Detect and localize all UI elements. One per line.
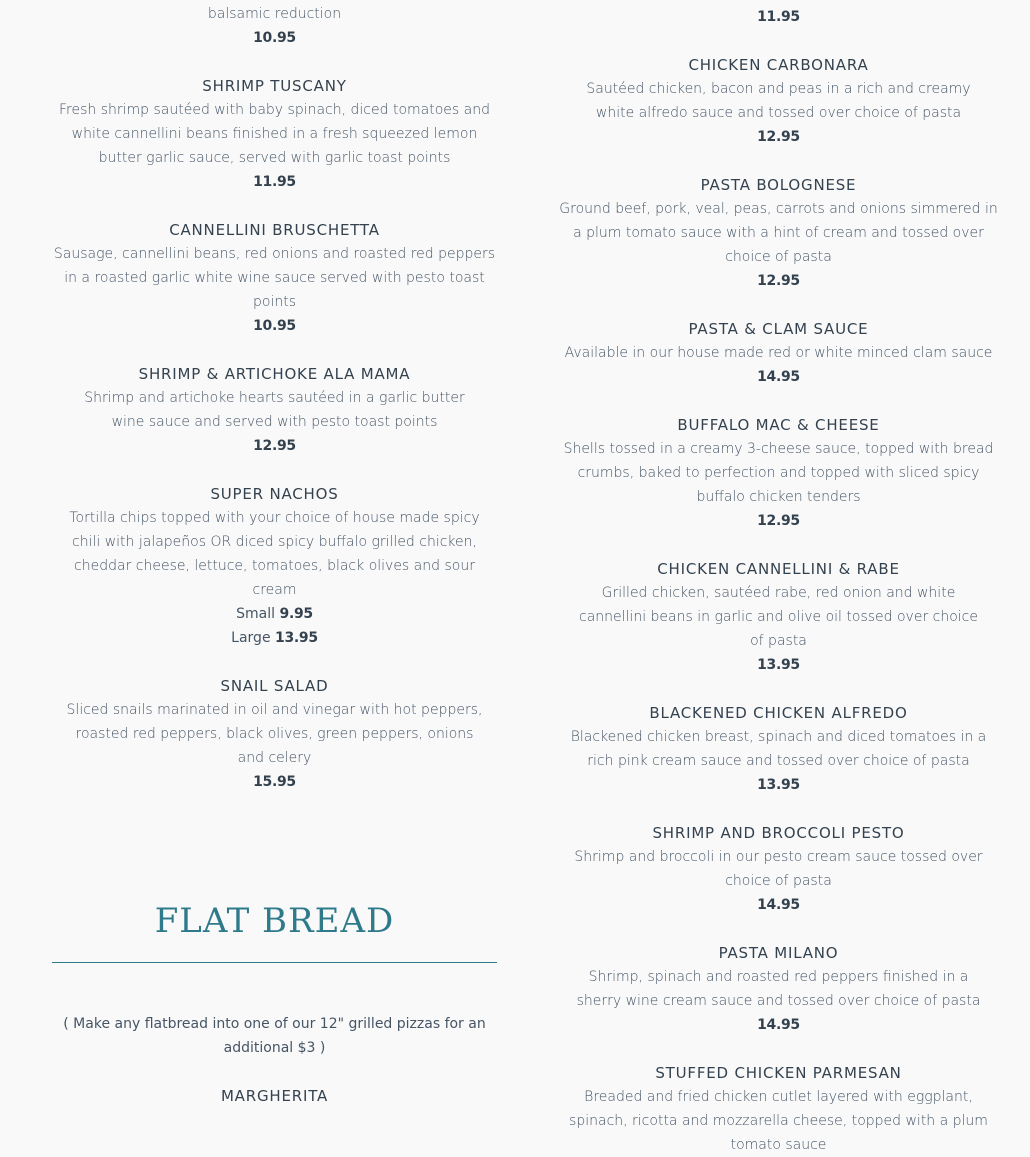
item-name: CHICKEN CANNELLINI & RABE <box>657 560 900 578</box>
size-label: Large <box>231 630 271 646</box>
item-price: 13.95 <box>757 657 800 673</box>
menu-item-cannellini-bruschetta <box>52 218 497 338</box>
price-large <box>52 626 497 650</box>
item-description: Tortilla chips topped with your choice of house made spicy chili with jalapeños OR diced spicy buffalo grilled chicken, cheddar cheese, lettuce, tomatoes, black olives and sour cream <box>69 510 480 598</box>
item-name: SUPER NACHOS <box>210 485 339 503</box>
item-price: 14.95 <box>757 1017 800 1033</box>
menu-item-partial-top <box>52 2 497 50</box>
item-description: Breaded and fried chicken cutlet layered with eggplant, spinach, ricotta and mozzarella cheese, topped with a plum tomato sauce <box>569 1089 988 1153</box>
item-description: Shrimp and artichoke hearts sautéed in a garlic butter wine sauce and served with pesto toast points <box>84 390 465 430</box>
item-name: CHICKEN CARBONARA <box>688 56 869 74</box>
item-name: BUFFALO MAC & CHEESE <box>677 416 880 434</box>
item-name: SHRIMP AND BROCCOLI PESTO <box>652 824 905 842</box>
item-price: 13.95 <box>275 630 318 646</box>
item-name: PASTA MILANO <box>718 944 839 962</box>
item-price: 11.95 <box>757 9 800 25</box>
item-description: balsamic reduction <box>207 6 342 22</box>
item-price: 15.95 <box>253 774 296 790</box>
menu-item-chicken-carbonara <box>557 53 1000 149</box>
item-price: 13.95 <box>757 777 800 793</box>
section-title-flat-bread: FLAT BREAD <box>154 901 395 941</box>
item-description: Blackened chicken breast, spinach and diced tomatoes in a rich pink cream sauce and tossed over choice of pasta <box>570 729 987 769</box>
item-name: PASTA BOLOGNESE <box>700 176 857 194</box>
flatbread-note: ( Make any flatbread into one of our 12" grilled pizzas for an additional $3 ) <box>63 1016 486 1056</box>
item-name: STUFFED CHICKEN PARMESAN <box>655 1064 902 1082</box>
item-name: PASTA & CLAM SAUCE <box>688 320 869 338</box>
menu-item-shrimp-broccoli-pesto <box>557 821 1000 917</box>
item-price: 14.95 <box>757 369 800 385</box>
item-description: Available in our house made red or white minced clam sauce <box>564 345 993 361</box>
item-price: 12.95 <box>757 129 800 145</box>
section-divider <box>52 962 497 963</box>
menu-item-pasta-bolognese <box>557 173 1000 293</box>
item-price: 10.95 <box>253 30 296 46</box>
item-description: Ground beef, pork, veal, peas, carrots and onions simmered in a plum tomato sauce with a hint of cream and tossed over choice of pasta <box>559 201 998 265</box>
item-description: Sausage, cannellini beans, red onions and roasted red peppers in a roasted garlic white wine sauce served with pesto toast points <box>53 246 496 310</box>
item-price: 12.95 <box>253 438 296 454</box>
item-description: Fresh shrimp sautéed with baby spinach, diced tomatoes and white cannellini beans finished in a fresh squeezed lemon butter garlic sauce, served with garlic toast points <box>59 102 490 166</box>
size-label: Small <box>236 606 276 622</box>
item-name: SHRIMP & ARTICHOKE ALA MAMA <box>138 365 411 383</box>
item-name: SNAIL SALAD <box>220 677 329 695</box>
item-description: Sautéed chicken, bacon and peas in a rich and creamy white alfredo sauce and tossed over choice of pasta <box>586 81 971 121</box>
appetizers-column <box>52 2 497 794</box>
menu-item-buffalo-mac <box>557 413 1000 533</box>
item-name: BLACKENED CHICKEN ALFREDO <box>649 704 908 722</box>
menu-item-pasta-milano <box>557 941 1000 1037</box>
price-small <box>52 602 497 626</box>
item-price: 12.95 <box>757 513 800 529</box>
item-description: Grilled chicken, sautéed rabe, red onion and white cannellini beans in garlic and olive oil tossed over choice of pasta <box>579 585 978 649</box>
menu-item-blackened-chicken-alfredo <box>557 701 1000 797</box>
item-description: Shells tossed in a creamy 3-cheese sauce, topped with bread crumbs, baked to perfection and topped with sliced spicy buffalo chicken tenders <box>563 441 994 505</box>
item-name: CANNELLINI BRUSCHETTA <box>169 221 380 239</box>
pasta-column <box>557 5 1000 1157</box>
menu-item-chicken-cannellini-rabe <box>557 557 1000 677</box>
menu-item-margherita <box>52 1084 497 1108</box>
item-price: 11.95 <box>253 174 296 190</box>
item-name: SHRIMP TUSCANY <box>202 77 347 95</box>
item-price: 14.95 <box>757 897 800 913</box>
menu-item-partial-top <box>557 5 1000 29</box>
item-name: MARGHERITA <box>220 1087 329 1105</box>
menu-item-shrimp-tuscany <box>52 74 497 194</box>
item-description: Shrimp and broccoli in our pesto cream sauce tossed over choice of pasta <box>574 849 983 889</box>
item-description: Shrimp, spinach and roasted red peppers finished in a sherry wine cream sauce and tossed over choice of pasta <box>576 969 981 1009</box>
menu-item-stuffed-chicken-parmesan <box>557 1061 1000 1157</box>
item-price: 9.95 <box>279 606 313 622</box>
item-price: 10.95 <box>253 318 296 334</box>
menu-item-super-nachos <box>52 482 497 650</box>
item-description: Sliced snails marinated in oil and vinegar with hot peppers, roasted red peppers, black olives, green peppers, onions and celery <box>66 702 483 766</box>
item-price: 12.95 <box>757 273 800 289</box>
menu-item-snail-salad <box>52 674 497 794</box>
menu-item-shrimp-artichoke <box>52 362 497 458</box>
menu-item-pasta-clam-sauce <box>557 317 1000 389</box>
